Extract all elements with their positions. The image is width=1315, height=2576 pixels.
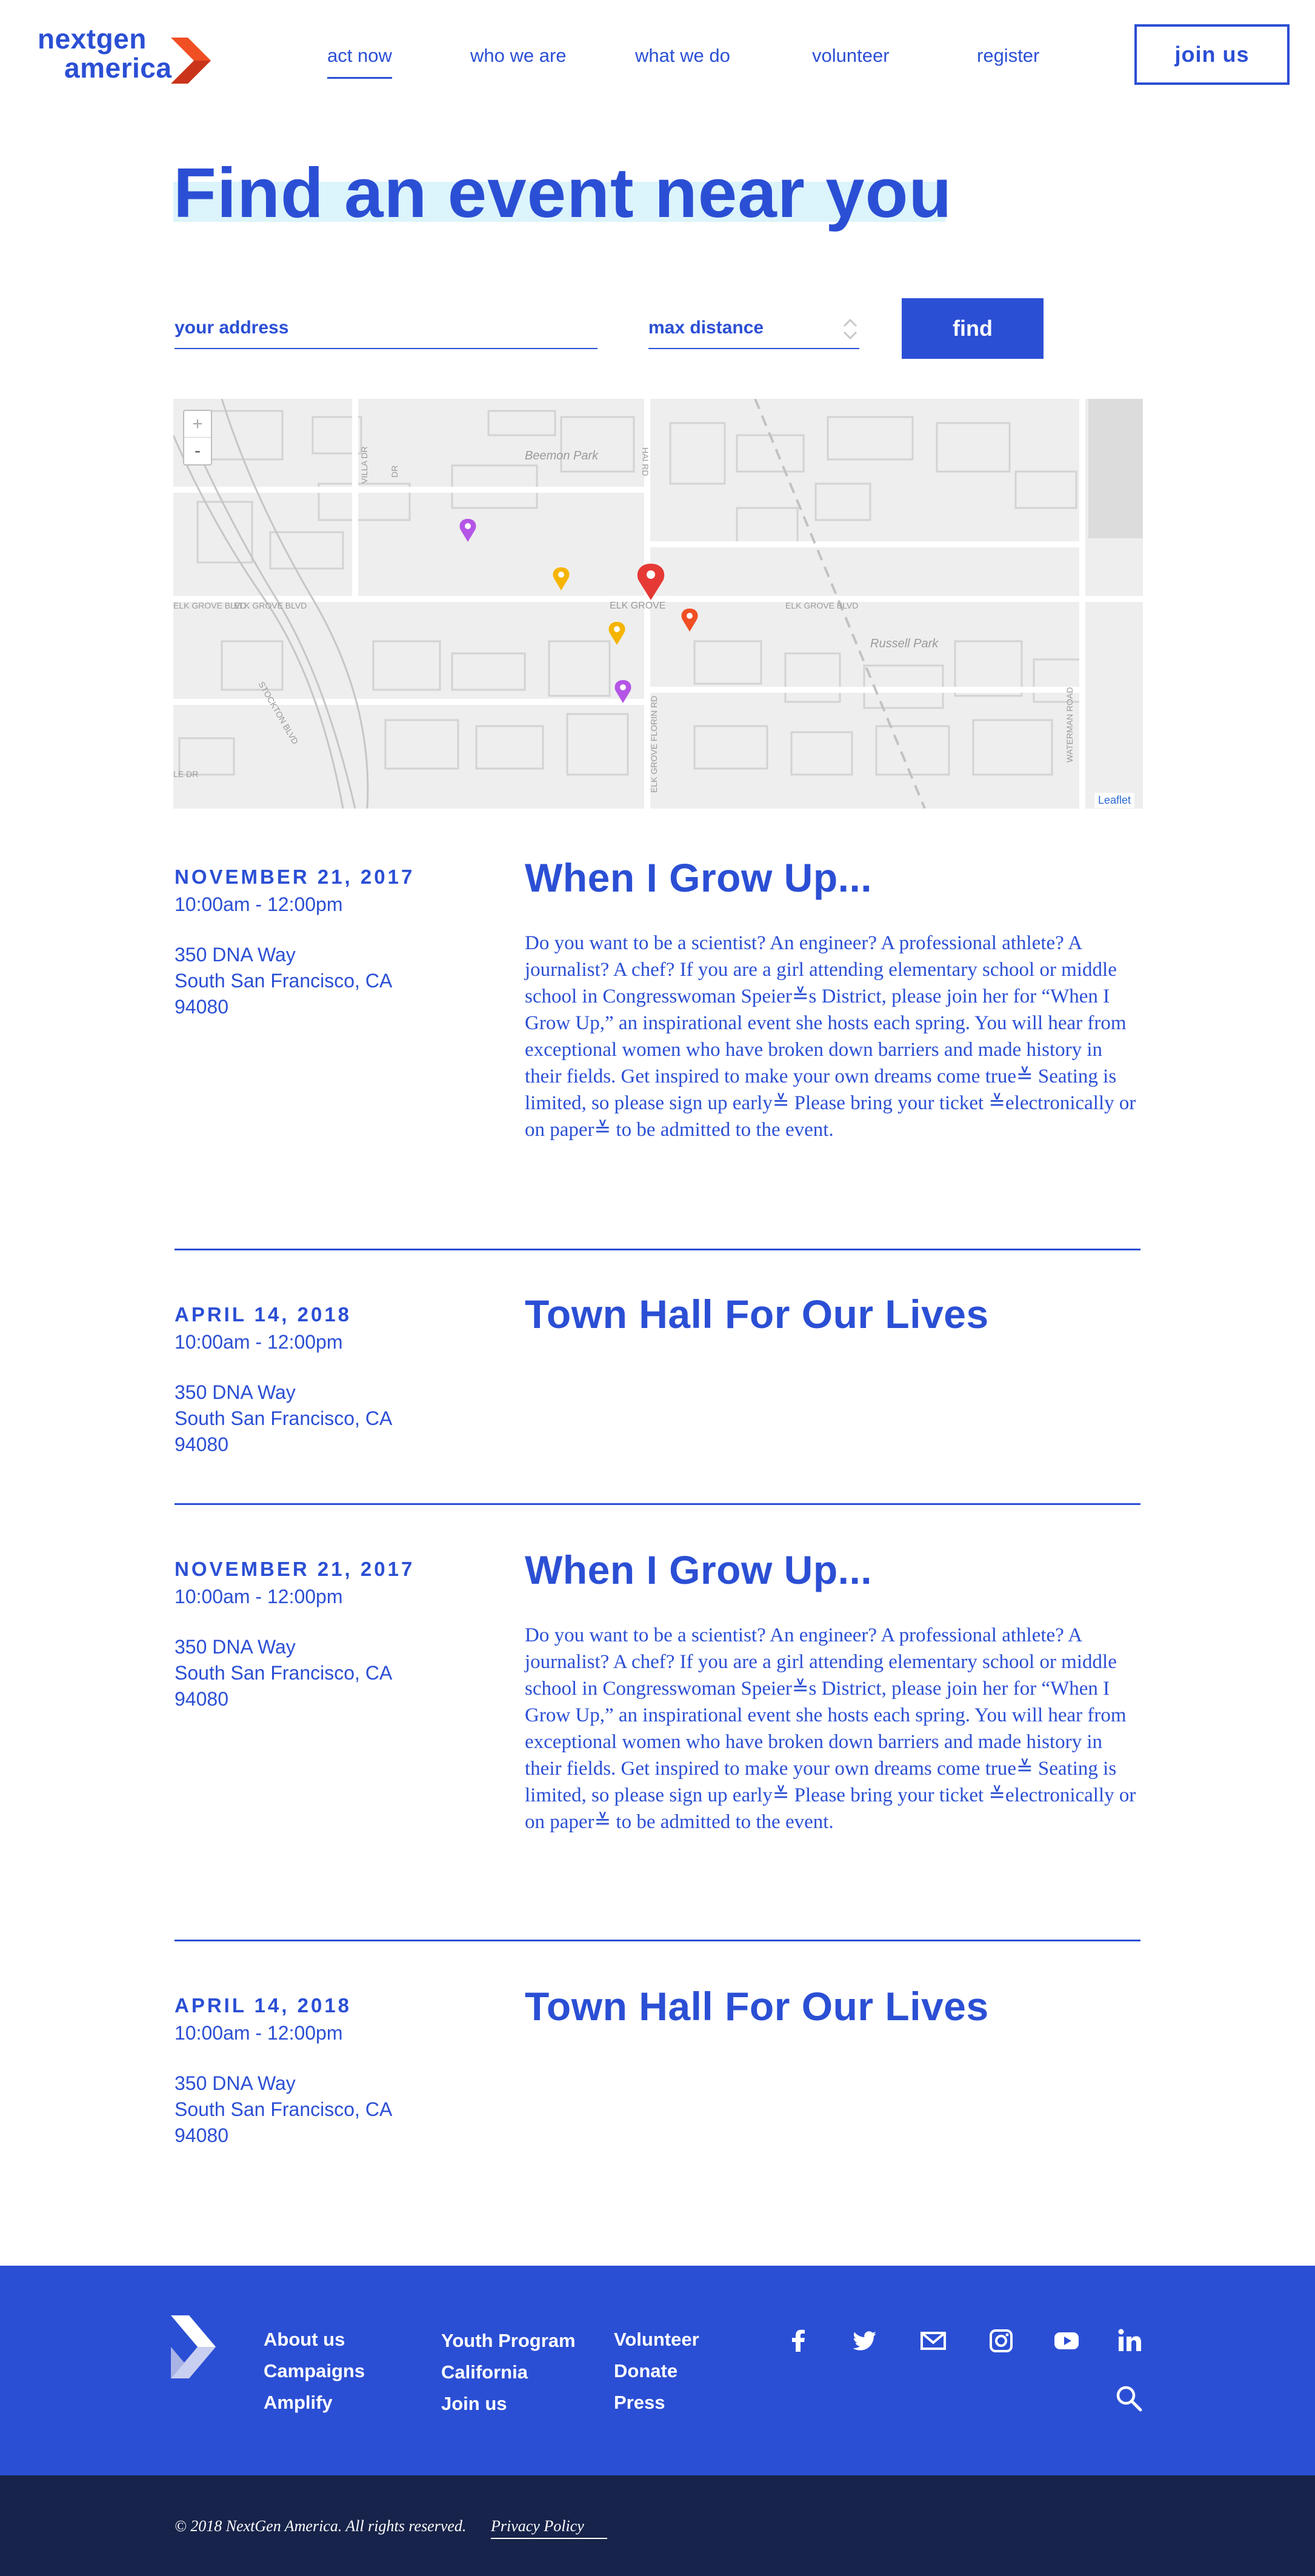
- map-zoom-control: [183, 410, 212, 465]
- footer-col-3: [614, 2324, 699, 2418]
- event-title[interactable]: When I Grow Up...: [525, 1547, 873, 1592]
- zoom-out-button[interactable]: -: [195, 441, 201, 461]
- copyright-text: © 2018 NextGen America. All rights reserved.: [175, 2517, 467, 2535]
- event-map[interactable]: [173, 399, 1143, 809]
- mail-icon[interactable]: [920, 2327, 947, 2354]
- event-address-line: 350 DNA Way: [175, 944, 296, 966]
- map-label-waterman: WATERMAN ROAD: [1065, 687, 1074, 762]
- map-label-le-dr: LE DR: [173, 769, 199, 779]
- event-date: APRIL 14, 2018: [175, 1994, 352, 2017]
- nav-what-we-do[interactable]: what we do: [635, 45, 730, 66]
- nav-act-now[interactable]: act now: [327, 44, 392, 68]
- event-date: APRIL 14, 2018: [175, 1303, 352, 1326]
- map-label-hai: HAI RD: [641, 447, 650, 476]
- map-label-road-b: ELK GROVE BLVD: [785, 601, 859, 610]
- event-time: 10:00am - 12:00pm: [175, 1331, 343, 1353]
- logo-chevron-icon: [171, 38, 211, 84]
- join-us-button[interactable]: join us: [1134, 24, 1290, 85]
- event-address-line: South San Francisco, CA: [175, 1407, 393, 1429]
- footer-link-join-us[interactable]: Join us: [441, 2393, 507, 2414]
- footer-col-1: [264, 2324, 365, 2418]
- nav-register[interactable]: register: [977, 45, 1040, 66]
- map-label-florin-rd: ELK GROVE FLORIN RD: [649, 695, 659, 793]
- footer-link-youth-program[interactable]: Youth Program: [441, 2330, 576, 2351]
- zoom-in-button[interactable]: +: [184, 411, 211, 438]
- event-description: Do you want to be a scientist? An engineer? A professional athlete? A journalist? A chef? If you are a girl attending elementary school or middle school in Congresswoman Speier≚s District, please join her for “When I Grow Up,” an inspirational event she hosts each spring. You will hear from exceptional women who have broken down barriers and made history in their fields. Get inspired to make your own dreams come true≚ Seating is limited, so please sign up early≚ Please bring your ticket ≚electronically or on paper≚ to be admitted to the event.: [525, 932, 1136, 1141]
- search-icon[interactable]: [1114, 2383, 1143, 2412]
- event-divider: [175, 1940, 1140, 1941]
- map-attribution[interactable]: Leaflet: [1094, 793, 1134, 808]
- footer-link-amplify[interactable]: Amplify: [264, 2392, 333, 2413]
- event-address-line: South San Francisco, CA: [175, 1662, 393, 1684]
- map-label-road-c: ELK GROVE BLVD: [173, 601, 247, 610]
- logo-line-2: america: [64, 52, 172, 84]
- event-date: NOVEMBER 21, 2017: [175, 866, 415, 888]
- footer-link-donate[interactable]: Donate: [614, 2360, 678, 2381]
- event-divider: [175, 1249, 1140, 1250]
- event-title[interactable]: Town Hall For Our Lives: [525, 1292, 989, 1336]
- logo-line-1: nextgen: [38, 23, 147, 55]
- event-title[interactable]: When I Grow Up...: [525, 855, 873, 900]
- facebook-icon[interactable]: [785, 2327, 812, 2354]
- map-label-stockton: STOCKTON BLVD: [256, 679, 301, 746]
- footer-col-2: [441, 2325, 576, 2420]
- footer-link-california[interactable]: California: [441, 2361, 528, 2383]
- footer-logo-icon[interactable]: [171, 2315, 216, 2378]
- event-date: NOVEMBER 21, 2017: [175, 1558, 415, 1580]
- event-address: [175, 1634, 478, 1712]
- event-address: [175, 1380, 478, 1458]
- footer-link-press[interactable]: Press: [614, 2392, 665, 2413]
- privacy-policy-link[interactable]: Privacy Policy: [491, 2517, 607, 2539]
- map-label-beemon-park: Beemon Park: [525, 449, 599, 462]
- nav-who-we-are[interactable]: who we are: [470, 45, 567, 66]
- map-label-town: ELK GROVE: [610, 601, 666, 611]
- event-address-line: 94080: [175, 2124, 228, 2146]
- footer-link-about-us[interactable]: About us: [264, 2329, 345, 2350]
- event-time: 10:00am - 12:00pm: [175, 893, 343, 915]
- logo-wordmark: [38, 24, 171, 82]
- footer-link-volunteer[interactable]: Volunteer: [614, 2329, 699, 2350]
- event-description: Do you want to be a scientist? An engineer? A professional athlete? A journalist? A chef? If you are a girl attending elementary school or middle school in Congresswoman Speier≚s District, please join her for “When I Grow Up,” an inspirational event she hosts each spring. You will hear from exceptional women who have broken down barriers and made history in their fields. Get inspired to make your own dreams come true≚ Seating is limited, so please sign up early≚ Please bring your ticket ≚electronically or on paper≚ to be admitted to the event.: [525, 1624, 1136, 1833]
- linkedin-icon[interactable]: [1116, 2327, 1143, 2354]
- event-time: 10:00am - 12:00pm: [175, 2022, 343, 2044]
- logo[interactable]: [38, 24, 213, 91]
- instagram-icon[interactable]: [988, 2327, 1014, 2354]
- event-address-line: South San Francisco, CA: [175, 970, 393, 992]
- map-label-villa: VILLA DR: [359, 446, 369, 484]
- find-button[interactable]: find: [902, 298, 1044, 359]
- event-address-line: South San Francisco, CA: [175, 2098, 393, 2120]
- event-address: [175, 942, 478, 1020]
- youtube-icon[interactable]: [1053, 2327, 1080, 2354]
- event-address-line: 350 DNA Way: [175, 1636, 296, 1658]
- map-label-russell-park: Russell Park: [870, 637, 939, 650]
- map-label-dr: DR: [390, 465, 399, 478]
- map-label-road-a: ELK GROVE BLVD: [234, 601, 307, 610]
- event-title[interactable]: Town Hall For Our Lives: [525, 1984, 989, 2029]
- map-tiles: [173, 399, 1143, 809]
- event-address-line: 94080: [175, 996, 228, 1018]
- address-field: [175, 308, 598, 349]
- footer-link-campaigns[interactable]: Campaigns: [264, 2360, 365, 2381]
- page-title: Find an event near you: [173, 153, 953, 232]
- event-address: [175, 2070, 478, 2149]
- max-distance-select[interactable]: [648, 308, 859, 349]
- event-divider: [175, 1503, 1140, 1505]
- event-address-line: 94080: [175, 1688, 228, 1710]
- event-address-line: 350 DNA Way: [175, 1381, 296, 1403]
- address-input[interactable]: [175, 308, 598, 348]
- twitter-icon[interactable]: [852, 2327, 879, 2354]
- event-time: 10:00am - 12:00pm: [175, 1586, 343, 1607]
- max-distance-label: max distance: [648, 318, 764, 338]
- event-address-line: 350 DNA Way: [175, 2072, 296, 2094]
- select-arrows-icon: [841, 314, 859, 344]
- nav-volunteer[interactable]: volunteer: [812, 45, 890, 66]
- event-address-line: 94080: [175, 1433, 228, 1455]
